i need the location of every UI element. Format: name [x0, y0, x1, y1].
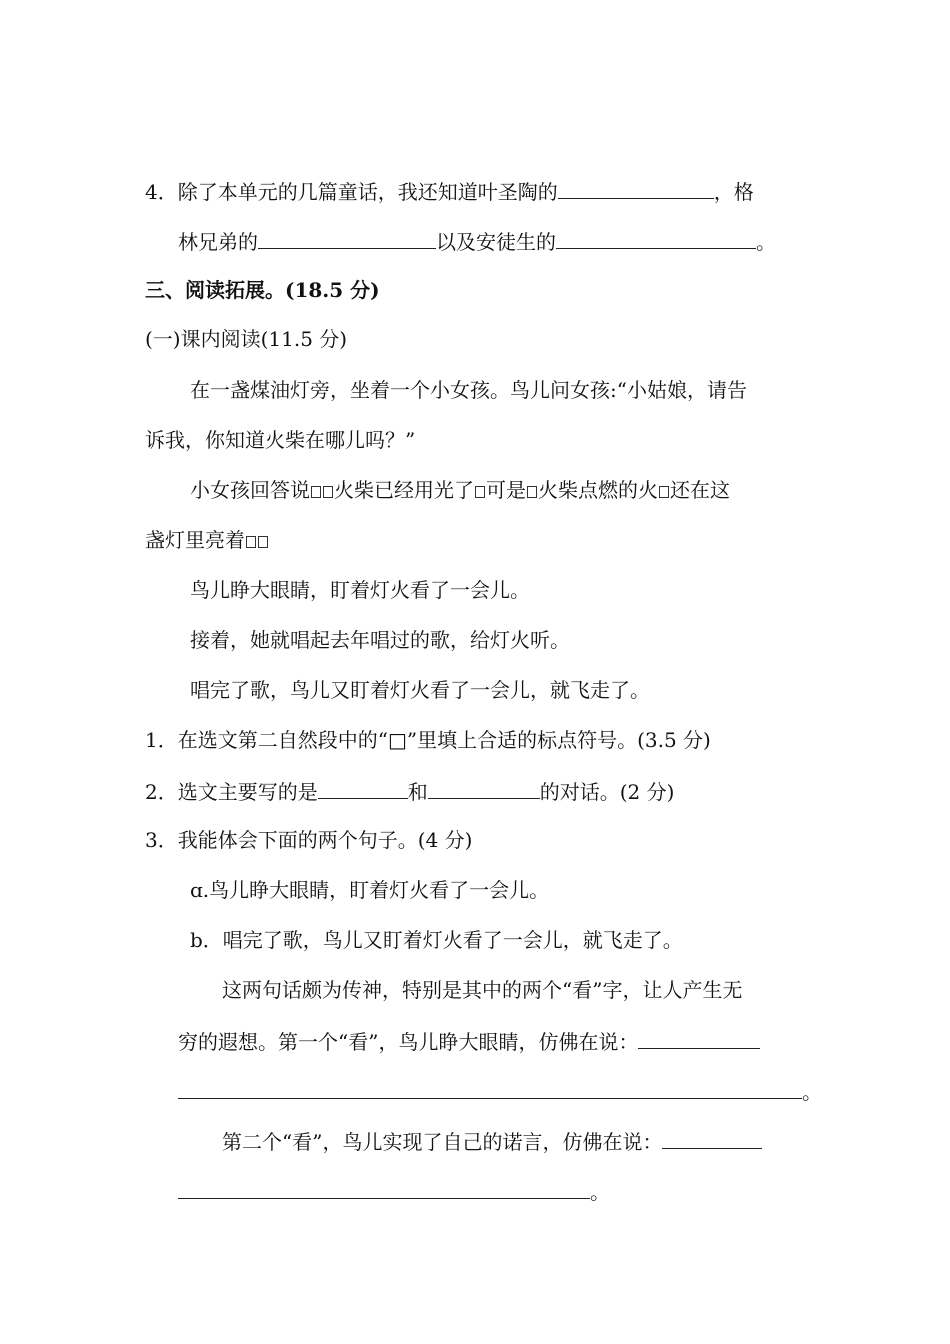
answer-blank[interactable] — [428, 776, 540, 799]
passage-text: 火柴点燃的火 — [538, 478, 658, 502]
answer-blank[interactable] — [662, 1126, 762, 1149]
section-title: 三、阅读拓展。(18.5 分) — [145, 278, 380, 302]
question-text: 穷的遐想。第一个“看”，鸟儿睁大眼睛，仿佛在说： — [178, 1030, 639, 1054]
question-text: 。 — [590, 1180, 610, 1204]
question-text: 2．选文主要写的是 — [145, 780, 318, 804]
punctuation-box[interactable] — [311, 486, 321, 498]
question-text: 以及安徒生的 — [436, 230, 556, 254]
passage-paragraph — [145, 526, 269, 554]
answer-blank[interactable] — [258, 226, 436, 249]
question-text: 。 — [756, 230, 776, 254]
passage-text: 火柴已经用光了 — [334, 478, 474, 502]
punctuation-box[interactable] — [258, 536, 268, 548]
question-4-line-2 — [178, 226, 776, 256]
subsection-title: (一)课内阅读(11.5 分) — [145, 327, 348, 351]
question-3-prompt — [178, 1026, 760, 1056]
punctuation-box[interactable] — [323, 486, 333, 498]
passage-paragraph: 接着，她就唱起去年唱过的歌，给灯火听。 — [190, 628, 570, 652]
answer-blank[interactable] — [556, 226, 756, 249]
question-text: 林兄弟的 — [178, 230, 258, 254]
question-2 — [145, 776, 674, 806]
answer-blank[interactable] — [178, 1176, 590, 1199]
passage-paragraph: 鸟儿睁大眼睛，盯着灯火看了一会儿。 — [190, 578, 530, 602]
question-4-line-1 — [145, 176, 754, 206]
passage-paragraph — [190, 476, 730, 504]
passage-paragraph: 唱完了歌，鸟儿又盯着灯火看了一会儿，就飞走了。 — [190, 678, 650, 702]
passage-text: 可是 — [486, 478, 526, 502]
answer-line — [178, 1176, 610, 1206]
question-1: 1．在选文第二自然段中的“□”里填上合适的标点符号。(3.5 分) — [145, 728, 711, 752]
question-3-prompt — [222, 1126, 762, 1156]
question-3-sentence-b: b．唱完了歌，鸟儿又盯着灯火看了一会儿，就飞走了。 — [190, 928, 683, 952]
answer-blank[interactable] — [178, 1076, 802, 1099]
punctuation-box[interactable] — [246, 536, 256, 548]
question-text: 和 — [407, 780, 428, 804]
passage-paragraph: 在一盏煤油灯旁，坐着一个小女孩。鸟儿问女孩:“小姑娘，请告 — [190, 378, 747, 402]
passage-text: 盏灯里亮着 — [145, 528, 245, 552]
question-3-sentence-a: ɑ.鸟儿睁大眼睛，盯着灯火看了一会儿。 — [190, 878, 550, 902]
question-text: 。 — [802, 1080, 822, 1104]
punctuation-box[interactable] — [475, 486, 485, 498]
question-number: 4． — [145, 180, 178, 204]
question-text: ，格 — [713, 180, 754, 204]
question-text: 除了本单元的几篇童话，我还知道叶圣陶的 — [177, 180, 558, 204]
question-text: 第二个“看”，鸟儿实现了自己的诺言，仿佛在说： — [222, 1130, 663, 1154]
question-3: 3．我能体会下面的两个句子。(4 分) — [145, 828, 473, 852]
passage-paragraph: 诉我，你知道火柴在哪儿吗？” — [145, 428, 416, 452]
question-text: 的对话。(2 分) — [539, 780, 675, 804]
punctuation-box[interactable] — [659, 486, 669, 498]
answer-line — [178, 1076, 822, 1106]
answer-blank[interactable] — [558, 176, 714, 199]
answer-blank[interactable] — [638, 1026, 760, 1049]
answer-blank[interactable] — [318, 776, 408, 799]
question-3-prompt: 这两句话颇为传神，特别是其中的两个“看”字，让人产生无 — [222, 978, 743, 1002]
passage-text: 小女孩回答说 — [190, 478, 310, 502]
punctuation-box[interactable] — [527, 486, 537, 498]
passage-text: 还在这 — [670, 478, 730, 502]
